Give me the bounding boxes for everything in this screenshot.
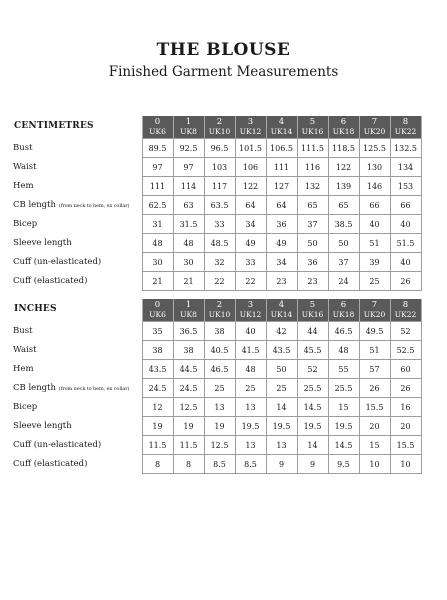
measurement-cell: 111 bbox=[266, 158, 297, 177]
measurement-cell: 15.5 bbox=[359, 398, 390, 417]
size-uk-label: UK16 bbox=[301, 310, 324, 319]
table-row bbox=[13, 196, 421, 215]
measurement-cell: 26 bbox=[390, 272, 421, 291]
measurement-cell: 20 bbox=[390, 417, 421, 436]
measurement-cell: 16 bbox=[390, 398, 421, 417]
measurement-cell: 65 bbox=[297, 196, 328, 215]
row-label-text: CB length bbox=[13, 200, 57, 210]
size-uk-label: UK14 bbox=[270, 310, 293, 319]
measurement-cell: 127 bbox=[266, 177, 297, 196]
row-label bbox=[13, 341, 142, 360]
table-row bbox=[13, 398, 421, 417]
measurement-cell: 19 bbox=[142, 417, 173, 436]
measurement-cell: 38 bbox=[204, 322, 235, 341]
measurement-cell: 25.5 bbox=[297, 379, 328, 398]
measurement-cell: 11.5 bbox=[173, 436, 204, 455]
measurement-cell: 19 bbox=[204, 417, 235, 436]
measurement-cell: 24.5 bbox=[173, 379, 204, 398]
measurement-cell: 10 bbox=[359, 455, 390, 474]
measurement-cell: 48 bbox=[142, 234, 173, 253]
row-label-text: Waist bbox=[13, 162, 37, 172]
row-label-text: Sleeve length bbox=[13, 421, 72, 431]
measurement-cell: 63 bbox=[173, 196, 204, 215]
row-label bbox=[13, 417, 142, 436]
section-title-centimetres: CENTIMETRES bbox=[14, 121, 94, 131]
table-row bbox=[13, 436, 421, 455]
measurement-cell: 14.5 bbox=[297, 398, 328, 417]
measurement-cell: 48.5 bbox=[204, 234, 235, 253]
measurement-cell: 122 bbox=[328, 158, 359, 177]
size-number: 1 bbox=[185, 300, 192, 310]
measurement-cell: 101.5 bbox=[235, 139, 266, 158]
table-row bbox=[13, 341, 421, 360]
header-spacer bbox=[13, 116, 142, 139]
size-number: 3 bbox=[247, 300, 254, 310]
measurement-cell: 103 bbox=[204, 158, 235, 177]
size-number: 6 bbox=[340, 300, 347, 310]
size-number: 4 bbox=[278, 117, 285, 127]
row-label-text: Hem bbox=[13, 364, 34, 374]
measurement-cell: 25 bbox=[266, 379, 297, 398]
size-header-uk18 bbox=[328, 299, 359, 322]
row-label-text: Bicep bbox=[13, 402, 38, 412]
measurement-cell: 12.5 bbox=[204, 436, 235, 455]
measurement-cell: 49.5 bbox=[359, 322, 390, 341]
measurement-cell: 64 bbox=[235, 196, 266, 215]
measurement-cell: 36 bbox=[297, 253, 328, 272]
size-uk-label: UK20 bbox=[363, 310, 386, 319]
measurement-cell: 23 bbox=[297, 272, 328, 291]
row-label-text: Bust bbox=[13, 326, 33, 336]
measurement-cell: 15 bbox=[328, 398, 359, 417]
measurement-cell: 11.5 bbox=[142, 436, 173, 455]
measurement-cell: 13 bbox=[204, 398, 235, 417]
measurement-cell: 97 bbox=[142, 158, 173, 177]
measurement-cell: 49 bbox=[235, 234, 266, 253]
size-number: 2 bbox=[216, 300, 223, 310]
measurement-cell: 139 bbox=[328, 177, 359, 196]
measurement-cell: 26 bbox=[390, 379, 421, 398]
measurement-cell: 51 bbox=[359, 341, 390, 360]
measurement-cell: 8 bbox=[142, 455, 173, 474]
centimetres-table bbox=[13, 116, 422, 291]
size-uk-label: UK6 bbox=[149, 310, 166, 319]
measurement-cell: 52 bbox=[297, 360, 328, 379]
row-label-note: (from neck to hem, ex collar) bbox=[58, 386, 130, 392]
measurement-cell: 51.5 bbox=[390, 234, 421, 253]
size-uk-label: UK14 bbox=[270, 127, 293, 136]
document-title: THE BLOUSE bbox=[156, 40, 291, 60]
measurement-cell: 122 bbox=[235, 177, 266, 196]
measurement-cell: 44 bbox=[297, 322, 328, 341]
measurement-cell: 40 bbox=[235, 322, 266, 341]
measurement-cell: 25 bbox=[235, 379, 266, 398]
table-row bbox=[13, 322, 421, 341]
measurement-cell: 19.5 bbox=[297, 417, 328, 436]
measurement-cell: 111 bbox=[142, 177, 173, 196]
table-row bbox=[13, 234, 421, 253]
size-uk-label: UK18 bbox=[332, 310, 355, 319]
measurement-cell: 132.5 bbox=[390, 139, 421, 158]
row-label-note: (from neck to hem, ex collar) bbox=[58, 203, 130, 209]
size-number: 0 bbox=[154, 117, 161, 127]
size-number: 6 bbox=[340, 117, 347, 127]
measurement-cell: 52 bbox=[390, 322, 421, 341]
measurement-cell: 49 bbox=[266, 234, 297, 253]
measurement-cell: 14.5 bbox=[328, 436, 359, 455]
row-label-text: Waist bbox=[13, 345, 37, 355]
size-number: 1 bbox=[185, 117, 192, 127]
measurement-cell: 37 bbox=[297, 215, 328, 234]
measurement-cell: 15.5 bbox=[390, 436, 421, 455]
row-label bbox=[13, 322, 142, 341]
size-header-uk22 bbox=[390, 299, 421, 322]
measurement-cell: 44.5 bbox=[173, 360, 204, 379]
size-header-row bbox=[13, 299, 421, 322]
measurement-cell: 106.5 bbox=[266, 139, 297, 158]
row-label bbox=[13, 398, 142, 417]
size-number: 5 bbox=[309, 117, 316, 127]
size-number: 8 bbox=[402, 117, 409, 127]
row-label bbox=[13, 379, 142, 398]
measurement-cell: 19.5 bbox=[235, 417, 266, 436]
size-header-row bbox=[13, 116, 421, 139]
row-label-text: Cuff (elasticated) bbox=[13, 459, 88, 469]
measurement-cell: 57 bbox=[359, 360, 390, 379]
measurement-cell: 132 bbox=[297, 177, 328, 196]
measurement-cell: 38 bbox=[142, 341, 173, 360]
measurement-cell: 31.5 bbox=[173, 215, 204, 234]
measurement-cell: 24 bbox=[328, 272, 359, 291]
measurement-cell: 9 bbox=[266, 455, 297, 474]
measurement-cell: 22 bbox=[204, 272, 235, 291]
row-label-text: Hem bbox=[13, 181, 34, 191]
size-header-uk20 bbox=[359, 299, 390, 322]
size-number: 3 bbox=[247, 117, 254, 127]
row-label bbox=[13, 177, 142, 196]
measurement-cell: 89.5 bbox=[142, 139, 173, 158]
measurement-cell: 9.5 bbox=[328, 455, 359, 474]
measurement-cell: 34 bbox=[266, 253, 297, 272]
size-header-uk12 bbox=[235, 116, 266, 139]
size-header-uk14 bbox=[266, 299, 297, 322]
measurement-cell: 10 bbox=[390, 455, 421, 474]
size-uk-label: UK8 bbox=[180, 127, 197, 136]
measurement-cell: 48 bbox=[235, 360, 266, 379]
size-header-uk6 bbox=[142, 116, 173, 139]
measurement-cell: 34 bbox=[235, 215, 266, 234]
table-row bbox=[13, 139, 421, 158]
size-header-uk20 bbox=[359, 116, 390, 139]
measurement-cell: 14 bbox=[266, 398, 297, 417]
row-label bbox=[13, 455, 142, 474]
size-header-uk8 bbox=[173, 299, 204, 322]
size-uk-label: UK22 bbox=[394, 310, 417, 319]
measurement-cell: 45.5 bbox=[297, 341, 328, 360]
size-header-uk12 bbox=[235, 299, 266, 322]
measurement-cell: 25 bbox=[359, 272, 390, 291]
table-row bbox=[13, 417, 421, 436]
measurement-cell: 35 bbox=[142, 322, 173, 341]
row-label bbox=[13, 234, 142, 253]
size-header-uk6 bbox=[142, 299, 173, 322]
table-row bbox=[13, 177, 421, 196]
size-uk-label: UK8 bbox=[180, 310, 197, 319]
size-header-uk22 bbox=[390, 116, 421, 139]
row-label bbox=[13, 215, 142, 234]
row-label bbox=[13, 196, 142, 215]
measurement-cell: 19 bbox=[173, 417, 204, 436]
measurement-cell: 52.5 bbox=[390, 341, 421, 360]
measurement-cell: 65 bbox=[328, 196, 359, 215]
measurement-cell: 40 bbox=[390, 253, 421, 272]
measurement-cell: 66 bbox=[390, 196, 421, 215]
measurement-cell: 37 bbox=[328, 253, 359, 272]
size-uk-label: UK22 bbox=[394, 127, 417, 136]
measurement-cell: 33 bbox=[235, 253, 266, 272]
measurement-cell: 40.5 bbox=[204, 341, 235, 360]
inches-table bbox=[13, 299, 422, 474]
measurement-cell: 63.5 bbox=[204, 196, 235, 215]
measurement-cell: 40 bbox=[390, 215, 421, 234]
size-uk-label: UK10 bbox=[208, 127, 231, 136]
measurement-cell: 14 bbox=[297, 436, 328, 455]
section-title-inches: INCHES bbox=[14, 304, 57, 314]
size-header-uk8 bbox=[173, 116, 204, 139]
row-label bbox=[13, 272, 142, 291]
table-row bbox=[13, 379, 421, 398]
measurement-cell: 20 bbox=[359, 417, 390, 436]
measurement-cell: 39 bbox=[359, 253, 390, 272]
row-label bbox=[13, 360, 142, 379]
size-number: 2 bbox=[216, 117, 223, 127]
measurement-cell: 111.5 bbox=[297, 139, 328, 158]
measurement-cell: 33 bbox=[204, 215, 235, 234]
size-uk-label: UK12 bbox=[239, 127, 262, 136]
row-label-text: Bust bbox=[13, 143, 33, 153]
size-header-uk16 bbox=[297, 116, 328, 139]
size-number: 7 bbox=[371, 300, 378, 310]
measurement-cell: 8.5 bbox=[235, 455, 266, 474]
measurement-cell: 23 bbox=[266, 272, 297, 291]
measurement-cell: 12.5 bbox=[173, 398, 204, 417]
measurement-cell: 153 bbox=[390, 177, 421, 196]
measurement-cell: 130 bbox=[359, 158, 390, 177]
table-row bbox=[13, 455, 421, 474]
measurement-cell: 50 bbox=[297, 234, 328, 253]
measurement-cell: 42 bbox=[266, 322, 297, 341]
measurement-cell: 8 bbox=[173, 455, 204, 474]
measurement-cell: 146 bbox=[359, 177, 390, 196]
measurement-cell: 50 bbox=[328, 234, 359, 253]
measurement-cell: 31 bbox=[142, 215, 173, 234]
size-header-uk16 bbox=[297, 299, 328, 322]
measurement-cell: 51 bbox=[359, 234, 390, 253]
measurement-cell: 36.5 bbox=[173, 322, 204, 341]
measurement-cell: 106 bbox=[235, 158, 266, 177]
measurement-cell: 46.5 bbox=[204, 360, 235, 379]
size-uk-label: UK18 bbox=[332, 127, 355, 136]
measurement-cell: 96.5 bbox=[204, 139, 235, 158]
row-label bbox=[13, 139, 142, 158]
size-header-uk10 bbox=[204, 299, 235, 322]
measurement-cell: 40 bbox=[359, 215, 390, 234]
size-number: 7 bbox=[371, 117, 378, 127]
size-number: 0 bbox=[154, 300, 161, 310]
measurement-cell: 97 bbox=[173, 158, 204, 177]
document-subtitle: Finished Garment Measurements bbox=[108, 64, 339, 80]
measurement-cell: 41.5 bbox=[235, 341, 266, 360]
row-label-text: Cuff (elasticated) bbox=[13, 276, 88, 286]
measurement-cell: 30 bbox=[142, 253, 173, 272]
size-uk-label: UK12 bbox=[239, 310, 262, 319]
table-row bbox=[13, 158, 421, 177]
measurement-cell: 21 bbox=[173, 272, 204, 291]
measurement-cell: 66 bbox=[359, 196, 390, 215]
table-row bbox=[13, 360, 421, 379]
row-label bbox=[13, 253, 142, 272]
size-uk-label: UK6 bbox=[149, 127, 166, 136]
measurement-cell: 46.5 bbox=[328, 322, 359, 341]
measurement-cell: 64 bbox=[266, 196, 297, 215]
row-label-text: Sleeve length bbox=[13, 238, 72, 248]
row-label bbox=[13, 436, 142, 455]
size-number: 8 bbox=[402, 300, 409, 310]
measurement-cell: 25 bbox=[204, 379, 235, 398]
measurement-cell: 8.5 bbox=[204, 455, 235, 474]
measurement-cell: 50 bbox=[266, 360, 297, 379]
measurement-cell: 15 bbox=[359, 436, 390, 455]
row-label bbox=[13, 158, 142, 177]
measurement-cell: 116 bbox=[297, 158, 328, 177]
size-header-uk18 bbox=[328, 116, 359, 139]
row-label-text: CB length bbox=[13, 383, 57, 393]
measurement-cell: 32 bbox=[204, 253, 235, 272]
measurement-cell: 19.5 bbox=[328, 417, 359, 436]
measurement-cell: 117 bbox=[204, 177, 235, 196]
row-label-text: Cuff (un-elasticated) bbox=[13, 440, 102, 450]
size-header-uk14 bbox=[266, 116, 297, 139]
measurement-cell: 134 bbox=[390, 158, 421, 177]
table-row bbox=[13, 215, 421, 234]
size-uk-label: UK16 bbox=[301, 127, 324, 136]
measurement-cell: 92.5 bbox=[173, 139, 204, 158]
measurement-cell: 38 bbox=[173, 341, 204, 360]
measurement-cell: 43.5 bbox=[266, 341, 297, 360]
measurement-cell: 9 bbox=[297, 455, 328, 474]
measurement-cell: 125.5 bbox=[359, 139, 390, 158]
size-number: 4 bbox=[278, 300, 285, 310]
measurement-cell: 114 bbox=[173, 177, 204, 196]
table-row bbox=[13, 272, 421, 291]
measurement-cell: 21 bbox=[142, 272, 173, 291]
header-spacer bbox=[13, 299, 142, 322]
measurement-cell: 60 bbox=[390, 360, 421, 379]
measurement-cell: 13 bbox=[235, 398, 266, 417]
measurement-cell: 118.5 bbox=[328, 139, 359, 158]
measurement-cell: 55 bbox=[328, 360, 359, 379]
measurement-cell: 43.5 bbox=[142, 360, 173, 379]
measurement-cell: 13 bbox=[235, 436, 266, 455]
measurement-cell: 48 bbox=[173, 234, 204, 253]
measurement-cell: 30 bbox=[173, 253, 204, 272]
measurement-cell: 36 bbox=[266, 215, 297, 234]
row-label-text: Cuff (un-elasticated) bbox=[13, 257, 102, 267]
row-label-text: Bicep bbox=[13, 219, 38, 229]
size-uk-label: UK10 bbox=[208, 310, 231, 319]
size-uk-label: UK20 bbox=[363, 127, 386, 136]
measurement-cell: 19.5 bbox=[266, 417, 297, 436]
measurement-cell: 25.5 bbox=[328, 379, 359, 398]
size-header-uk10 bbox=[204, 116, 235, 139]
measurement-cell: 26 bbox=[359, 379, 390, 398]
measurement-cell: 12 bbox=[142, 398, 173, 417]
measurement-cell: 62.5 bbox=[142, 196, 173, 215]
table-row bbox=[13, 253, 421, 272]
measurement-cell: 13 bbox=[266, 436, 297, 455]
measurement-cell: 22 bbox=[235, 272, 266, 291]
size-number: 5 bbox=[309, 300, 316, 310]
measurement-cell: 38.5 bbox=[328, 215, 359, 234]
measurement-cell: 48 bbox=[328, 341, 359, 360]
measurement-cell: 24.5 bbox=[142, 379, 173, 398]
